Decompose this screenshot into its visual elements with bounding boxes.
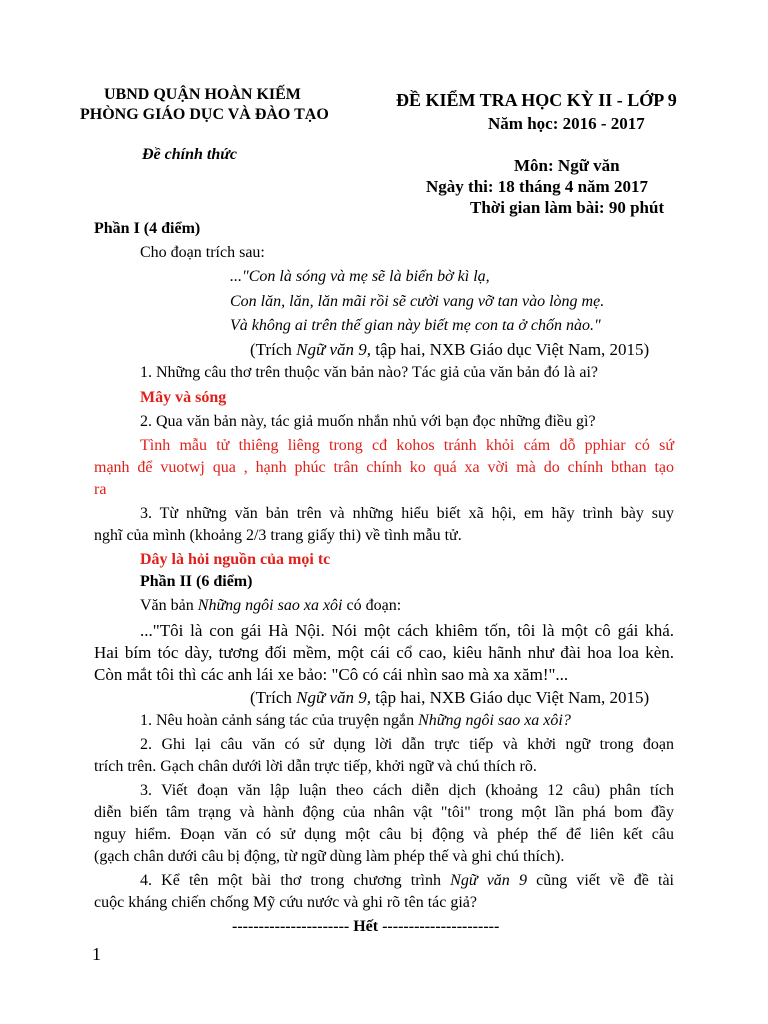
part1-answer-2-line-3: ra (94, 481, 107, 498)
part1-intro: Cho đoạn trích sau: (140, 244, 265, 261)
department-name: PHÒNG GIÁO DỤC VÀ ĐÀO TẠO (80, 106, 329, 123)
part1-question-3-line-1: 3. Từ những văn bản trên và những hiểu biết xã hội, em hãy trình bày suy (140, 505, 674, 522)
part1-citation: (Trích Ngữ văn 9, tập hai, NXB Giáo dục Việt Nam, 2015) (250, 340, 650, 359)
part2-question-2-line-2: trích trên. Gạch chân dưới lời dẫn trực tiếp, khởi ngữ và chú thích rõ. (94, 758, 537, 775)
part2-question-3-line-3: nguy hiểm. Đoạn văn có sử dụng một câu bị động và phép thế để liên kết câu (94, 826, 674, 843)
part2-excerpt-line-1: ..."Tôi là con gái Hà Nội. Nói một cách khiêm tốn, tôi là một cô gái khá. (140, 621, 674, 640)
poem-line-1: ..."Con là sóng và mẹ sẽ là biển bờ kì lạ, (230, 268, 490, 285)
part1-question-1: 1. Những câu thơ trên thuộc văn bản nào? Tác giả của văn bản đó là ai? (140, 364, 598, 381)
end-marker: ---------------------- Hết ---------------------- (232, 918, 500, 935)
part1-answer-2-line-1: Tình mẫu tử thiêng liêng trong cđ kohos tránh khỏi cám dỗ pphiar có sứ (140, 437, 674, 454)
part2-title: Phần II (6 điểm) (140, 573, 253, 590)
part2-question-4-line-1: 4. Kể tên một bài thơ trong chương trình Ngữ văn 9 cũng viết về đề tài (140, 872, 674, 889)
part2-intro: Văn bản Những ngôi sao xa xôi có đoạn: (140, 597, 402, 614)
part1-question-2: 2. Qua văn bản này, tác giả muốn nhắn nhủ với bạn đọc những điều gì? (140, 413, 596, 430)
part2-question-3-line-2: diễn biến tâm trạng và hành động của nhân vật "tôi" trong một lần phá bom đầy (94, 804, 674, 821)
part1-answer-2-line-2: mạnh để vuotwj qua , hạnh phúc trân chính ko quá xa vời mà do chính bthan tạo (94, 459, 674, 476)
part1-title: Phần I (4 điểm) (94, 220, 201, 237)
official-label: Đề chính thức (142, 146, 237, 163)
poem-line-3: Và không ai trên thế gian này biết mẹ con ta ở chốn nào." (230, 317, 601, 334)
part1-answer-1: Mây và sóng (140, 389, 227, 406)
part2-excerpt-line-3: Còn mắt tôi thì các anh lái xe bảo: "Cô có cái nhìn sao mà xa xăm!"... (94, 665, 569, 684)
part2-question-3-line-4: (gạch chân dưới câu bị động, từ ngữ dùng làm phép thế và ghi chú thích). (94, 848, 565, 865)
school-year: Năm học: 2016 - 2017 (488, 114, 645, 133)
part2-question-4-line-2: cuộc kháng chiến chống Mỹ cứu nước và ghi rõ tên tác giả? (94, 894, 478, 911)
district-name: UBND QUẬN HOÀN KIẾM (104, 86, 301, 103)
exam-date: Ngày thi: 18 tháng 4 năm 2017 (426, 177, 648, 196)
part1-answer-3: Dây là hỏi nguồn của mọi tc (140, 551, 331, 568)
part1-question-3-line-2: nghĩ của mình (khoảng 2/3 trang giấy thi) về tình mẫu tử. (94, 527, 462, 544)
part2-citation: (Trích Ngữ văn 9, tập hai, NXB Giáo dục Việt Nam, 2015) (250, 688, 650, 707)
part2-question-1: 1. Nêu hoàn cảnh sáng tác của truyện ngắn Những ngôi sao xa xôi? (140, 712, 571, 729)
part2-question-3-line-1: 3. Viết đoạn văn lập luận theo cách diễn dịch (khoảng 12 câu) phân tích (140, 782, 674, 799)
page-number: 1 (92, 944, 101, 964)
exam-title: ĐỀ KIỂM TRA HỌC KỲ II - LỚP 9 (396, 90, 677, 110)
part2-excerpt-line-2: Hai bím tóc dày, tương đối mềm, một cái cổ cao, kiêu hãnh như đài hoa loa kèn. (94, 643, 674, 662)
subject: Môn: Ngữ văn (514, 156, 620, 175)
poem-line-2: Con lăn, lăn, lăn mãi rồi sẽ cười vang vỡ tan vào lòng mẹ. (230, 293, 605, 310)
duration: Thời gian làm bài: 90 phút (470, 198, 665, 217)
part2-question-2-line-1: 2. Ghi lại câu văn có sử dụng lời dẫn trực tiếp và khởi ngữ trong đoạn (140, 736, 674, 753)
